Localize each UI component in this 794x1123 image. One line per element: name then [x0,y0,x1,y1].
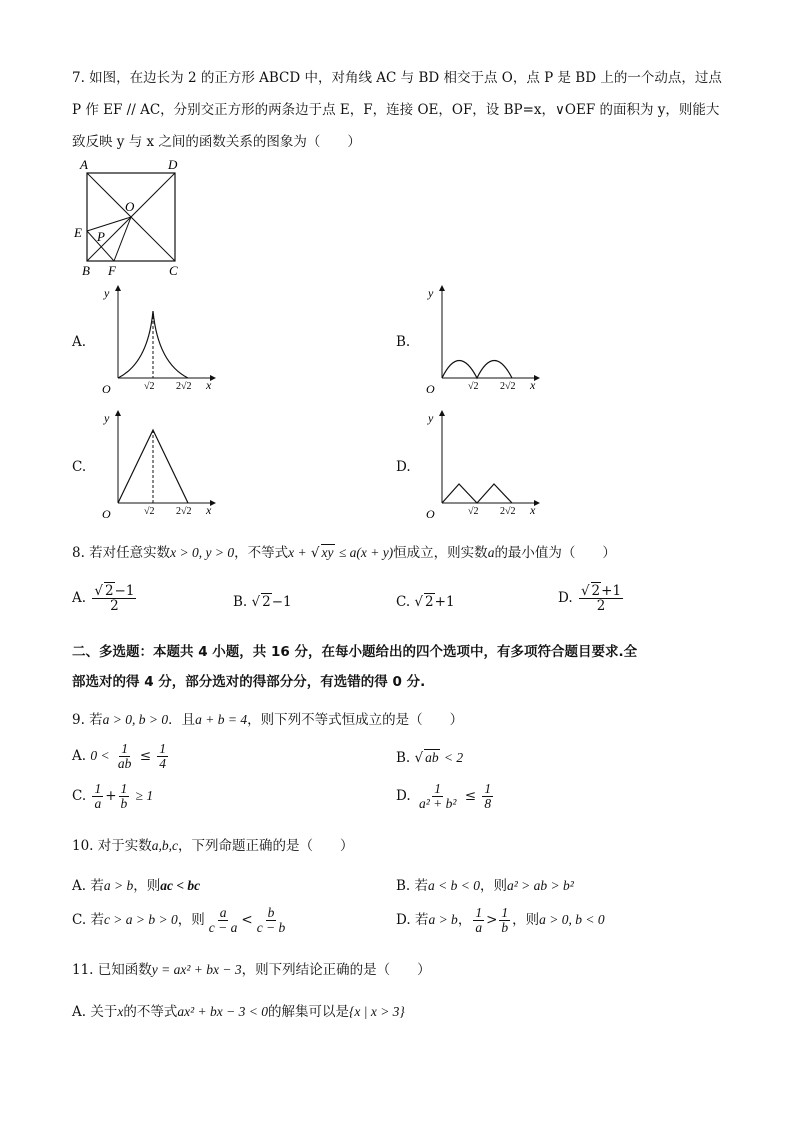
label-c: C [169,263,178,278]
q9-option-b: B. √ ab < 2 [396,750,464,766]
q7-graph-b [416,283,546,398]
graph-b-curve [442,361,512,379]
q11-option-a: A. 关于x的不等式ax² + bx − 3 < 0的解集可以是{x | x > 3} [72,1004,405,1020]
q8-option-c: C. √ 2+1 [396,594,455,610]
q9-option-c: C. $\frac{1}{a}$ + $\frac{1}{b}$ ≥ 1 [72,781,154,812]
q8-d-frac: $\frac{√ 2+1}{2}$ [580,583,622,615]
graph-b-x-label: x [530,378,536,392]
q7-option-a-letter: A. [72,334,87,350]
graph-d-y-label: y [428,411,434,425]
label-b: B [82,263,90,278]
q7-line3: 致反映 y 与 x 之间的函数关系的图象为（ ） [72,134,361,150]
q8-option-b: B. √ 2−1 [233,594,292,610]
y-arrow-icon [115,285,121,291]
y-arrow-icon [115,410,121,416]
q8-ineq-rad: xy [321,545,334,560]
q7-option-d-letter: D. [396,459,411,475]
q8-stem: 8. 若对任意实数x > 0, y > 0，不等式x + √ xy ≤ a(x + y)恒成立，则实数a的最小值为（ ） [72,545,616,561]
graph-d-tick2: 2√2 [500,506,516,517]
q8-b-letter: B. [233,594,248,610]
q8-cond: x > 0, y > 0 [170,545,235,560]
q7-option-c-letter: C. [72,459,87,475]
graph-b-tick2: 2√2 [500,381,516,392]
q8-stem-mid: ，不等式 [234,545,289,561]
graph-c-x-label: x [206,503,212,517]
q7-graph-a [92,283,222,398]
graph-c-tick2: 2√2 [176,506,192,517]
q8-a-letter: A. [72,590,87,607]
q8-ineq-a: x + [288,545,307,560]
label-d: D [168,157,178,172]
graph-a-origin: O [102,382,111,396]
q7-line2: P 作 EF // AC，分别交正方形的两条边于点 E，F，连接 OE，OF，设 BP=x，∨OEF 的面积为 y，则能大 [72,102,720,118]
q7-graph-c [92,408,222,523]
label-o: O [125,199,135,214]
graph-b-tick1: √2 [468,381,479,392]
label-e: E [74,225,82,240]
q9-stem: 9. 若a > 0, b > 0．且a + b = 4，则下列不等式恒成立的是（ ） [72,712,464,728]
label-f: F [108,263,116,278]
q8-option-a [72,584,138,613]
graph-d-curve [442,484,512,503]
graph-a-x-label: x [206,378,212,392]
graph-c-origin: O [102,507,111,521]
q8-stem-end: 的最小值为（ ） [494,545,616,561]
q8-stem-pre: 8. 若对任意实数 [72,545,171,561]
graph-a-y-label: y [104,286,110,300]
graph-c-tick1: √2 [144,506,155,517]
q8-stem-post: 恒成立，则实数 [393,545,488,561]
section2-line1: 二、多选题：本题共 4 小题，共 16 分，在每小题给出的四个选项中，有多项符合题目要求.全 [72,644,638,660]
y-arrow-icon [439,410,445,416]
graph-d-origin: O [426,507,435,521]
q7-line1: 7. 如图，在边长为 2 的正方形 ABCD 中，对角线 AC 与 BD 相交于点 O，点 P 是 BD 上的一个动点，过点 [72,70,722,86]
graph-d-x-label: x [530,503,536,517]
q8-d-letter: D. [558,590,573,607]
q9-option-a: A. 0 < $\frac{1}{ab}$ ≤ $\frac{1}{4}$ [72,741,167,772]
label-p: P [97,229,105,244]
graph-c-y-label: y [104,411,110,425]
q10-option-c: C. 若c > a > b > 0，则 $\frac{a}{c - a}$ < $\frac{b}{c - b}$ [72,905,286,936]
q8-option-d [558,584,625,613]
graph-b-y-label: y [428,286,434,300]
q9-option-d: D. $\frac{1}{\text{a² + b²}}$ ≤ $\frac{1}{8}$ [396,781,492,812]
q7-square-figure [72,155,192,280]
q11-stem: 11. 已知函数y = ax² + bx − 3，则下列结论正确的是（ ） [72,962,431,978]
graph-d-tick1: √2 [468,506,479,517]
q8-c-letter: C. [396,594,411,610]
graph-a-tick1: √2 [144,381,155,392]
q10-option-a: A. 若a > b，则ac < bc [72,878,201,894]
q10-option-d: D. 若a > b， $\frac{1}{a}$ > $\frac{1}{b}$ ，则a > 0, b < 0 [396,905,605,936]
y-arrow-icon [439,285,445,291]
q8-var: a [487,545,495,560]
q8-a-frac: $\frac{√ 2-1}{2}$ [94,583,135,615]
graph-a-tick2: 2√2 [176,381,192,392]
label-a: A [80,157,88,172]
graph-b-origin: O [426,382,435,396]
section2-line2: 部选对的得 4 分，部分选对的得部分分，有选错的得 0 分. [72,674,426,690]
q10-option-b: B. 若a < b < 0，则a² > ab > b² [396,878,574,894]
q8-ineq-b: ≤ a(x + y) [338,545,394,560]
q10-stem: 10. 对于实数a,b,c，下列命题正确的是（ ） [72,838,354,854]
q7-graph-d [416,408,546,523]
segment-of [114,217,131,261]
q7-option-b-letter: B. [396,334,411,350]
